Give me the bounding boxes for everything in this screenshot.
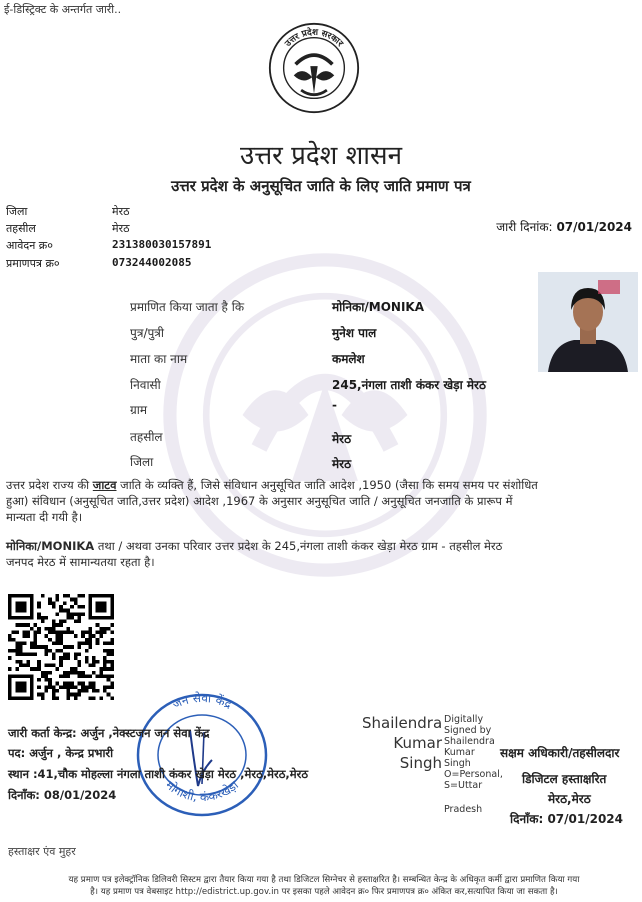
up-government-emblem-icon [268,22,360,114]
certificate-title: उत्तर प्रदेश के अनुसूचित जाति के लिए जाति प्रमाण पत्र [171,177,471,195]
svg-text:जन सेवा केंद्र [170,691,234,712]
issuing-center: जारी कर्ता केन्द्र: अर्जुन ,नेक्स्टजन जन सेवा केंद्र [8,726,210,740]
para-line: उत्तर प्रदेश राज्य की जाटव जाति के व्यक्ति हैं, जिसे संविधान अनुसूचित जाति आदेश ,1950 (जैसा कि समय समय पर संशोधित [6,478,538,492]
signature-seal-label: हस्ताक्षर एंव मुहर [8,845,76,858]
para-line: हुआ) संविधान (अनुसूचित जाति,उत्तर प्रदेश) आदेश ,1967 के अनुसार अनुसूचित जाति / अनुसूचित जनजाति के प्रारूप में [6,494,513,508]
officer-date: दिनाँक: 07/01/2024 [510,812,624,826]
caste-name: जाटव [92,478,117,492]
footer-line: यह प्रमाण पत्र इलेक्ट्रॉनिक डिलिवरी सिस्टम द्वारा तैयार किया गया है तथा डिजिटल सिग्नेचर से हस्ताक्षरित है। सम्बन्धित केन्द्र के अधिकृत कर्मी द्वारा प्रमाणित किया गया [68,875,580,885]
application-no-value: 231380030157891 [112,238,212,251]
officer-place: मेरठ,मेरठ [548,792,591,806]
mother-name: कमलेश [332,352,365,366]
field-label: निवासी [130,378,161,392]
issuer-post: पद: अर्जुन , केन्द्र प्रभारी [8,746,114,760]
top-note: ई-डिस्ट्रिक्ट के अन्तर्गत जारी.. [4,3,122,16]
caste-paragraph [6,477,636,525]
district-value: मेरठ [112,205,130,218]
signer-name-line3: Singh [399,754,442,772]
certificate-no-label: प्रमाणपत्र क्र० [6,257,60,270]
government-title: उत्तर प्रदेश शासन [239,141,403,171]
up-emblem [268,22,360,114]
issue-date-label: जारी दिनांक: [496,220,553,234]
center-stamp [132,690,272,820]
signer-name-line2: Kumar [393,734,442,752]
applicant-photo [538,272,638,372]
tehsil-label: तहसील [6,222,36,235]
field-label: ग्राम [130,403,148,417]
stamp-top-text: जन सेवा केंद्र [170,690,234,712]
issue-date [496,218,632,235]
applicant-name: मोनिका/MONIKA [332,300,424,314]
certificate-no-value: 073244002085 [112,256,192,269]
village-value: - [332,398,337,412]
para-line: जनपद मेरठ में सामान्यतया रहता है। [6,555,155,569]
field-label: तहसील [130,430,163,444]
field-label: माता का नाम [130,352,188,366]
qr-code-icon [8,594,114,700]
tehsil-field-value: मेरठ [332,432,352,446]
residence-value: 245,नंगला ताशी कंकर खेड़ा मेरठ [332,378,486,392]
field-label: पुत्र/पुत्री [130,326,165,340]
stamp-bottom-text: मोगाशी, कंकरखेड़ा [162,777,242,805]
tehsil-value: मेरठ [112,222,130,235]
para-line: मान्यता दी गयी है। [6,510,83,524]
applicant-name-bold: मोनिका/MONIKA [6,539,95,553]
issue-date-value: 07/01/2024 [556,220,632,234]
residence-paragraph [6,538,636,570]
application-no-label: आवेदन क्र० [6,239,53,252]
para-line: मोनिका/MONIKA तथा / अथवा उनका परिवार उत्तर प्रदेश के 245,नंगला ताशी कंकर खेड़ा मेरठ ग्राम - तहसील मेरठ [6,539,503,553]
officer-title: सक्षम अधिकारी/तहसीलदार [500,746,620,760]
footer-line: है। यह प्रमाण पत्र वेबसाइट http://edistrict.up.gov.in पर इसका पहले आवेदन क्र० फिर प्रमाणपत्र क्र० अंकित कर,सत्यापित किया जा सकता है। [90,887,558,897]
footer-note [4,874,642,898]
digital-signature-info: Digitally Signed by Shailendra Kumar Singh O=Personal, S=Uttar [444,714,503,791]
digital-signature-state: Pradesh [444,804,483,815]
district-field-value: मेरठ [332,457,352,471]
person-photo-icon [538,272,638,372]
emblem-text: उत्तर प्रदेश सरकार [283,27,345,49]
district-label: जिला [6,205,28,218]
father-name: मुनेश पाल [332,326,377,340]
signer-name-line1: Shailendra [362,714,443,732]
officer-signed: डिजिटल हस्ताक्षरित [522,772,607,786]
field-label: जिला [130,455,154,469]
issuer-date: दिनाँक: 08/01/2024 [8,788,117,802]
field-label: प्रमाणित किया जाता है कि [130,300,245,314]
issuer-place: स्थान :41,चौक मोहल्ला नंगला ताशी कंकर खेड़ा मेरठ ,मेरठ,मेरठ,मेरठ [8,767,309,781]
